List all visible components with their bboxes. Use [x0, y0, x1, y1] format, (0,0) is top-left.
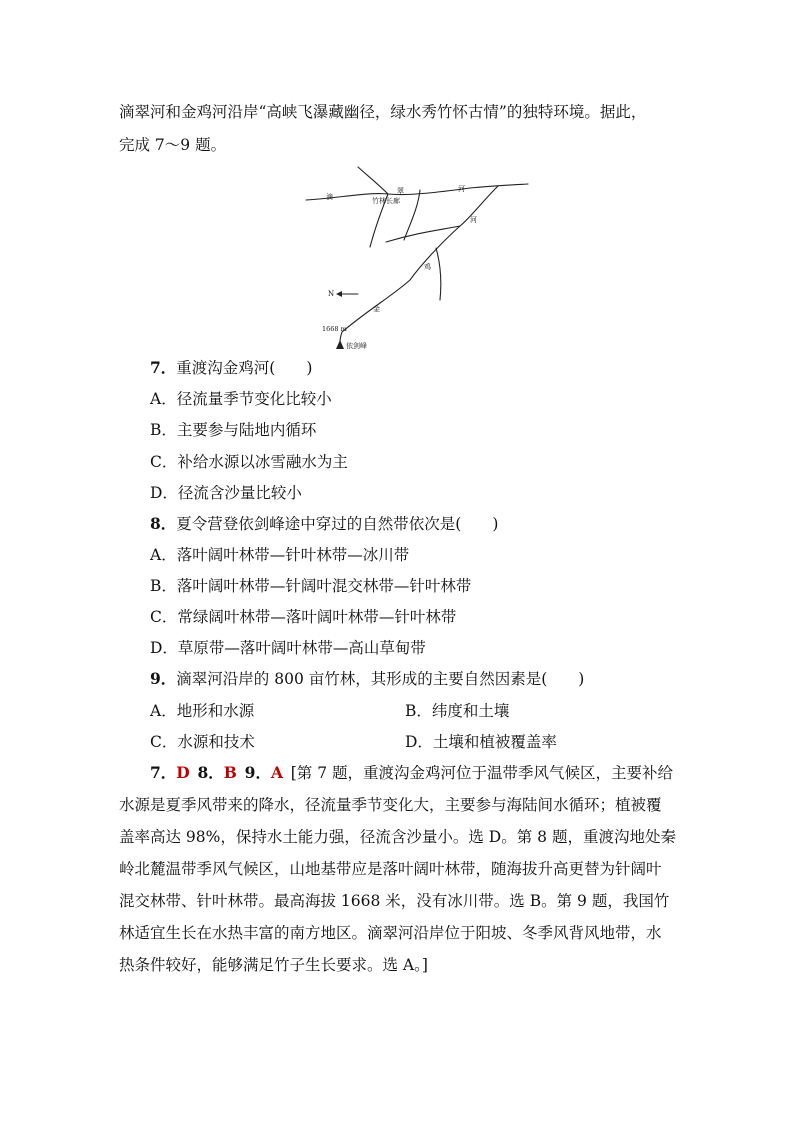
question-8-text: 夏令营登依剑峰途中穿过的自然带依次是( ): [176, 515, 499, 533]
question-7-stem: [150, 357, 312, 379]
question-7-option-c: C．补给水源以冰雪融水为主: [150, 453, 348, 471]
answer-line-2: 水源是夏季风带来的降水，径流量季节变化大，主要参与海陆间水循环；植被覆: [119, 796, 662, 814]
river-dicui: [306, 184, 528, 200]
peak-triangle: [336, 340, 344, 349]
answer-line-4: 岭北麓温带季风气候区，山地基带应是落叶阔叶林带，随海拔升高更替为针阔叶: [119, 860, 662, 878]
tributary-jinji-1: [386, 226, 460, 242]
map-label-jin: 金: [373, 305, 380, 313]
answer-8-number: 8．: [197, 763, 224, 782]
map-label-he-side: 河: [470, 216, 477, 224]
question-9-stem: [150, 668, 584, 690]
answer-line-7: 热条件较好，能够满足竹子生长要求。选 A。]: [119, 956, 428, 974]
question-9-option-a: A．地形和水源: [150, 702, 255, 720]
map-label-cui: 翠: [397, 187, 404, 195]
river-jinji: [340, 186, 498, 342]
question-7-text: 重渡沟金鸡河( ): [176, 359, 313, 377]
answer-7-key: D: [176, 763, 190, 782]
answer-line-6: 林适宜生长在水热丰富的南方地区。滴翠河沿岸位于阳坡、冬季风背风地带，水: [119, 924, 662, 942]
tributary-top: [358, 167, 388, 194]
map-label-he-top: 河: [458, 185, 465, 193]
question-8-option-b: B．落叶阔叶林带—针阔叶混交林带—针叶林带: [150, 577, 472, 595]
answer-8-key: B: [223, 763, 237, 782]
answer-9-key: A: [270, 763, 283, 782]
north-arrow-head: [336, 291, 342, 297]
question-7-number: 7．: [150, 358, 177, 377]
answer-explanation: [119, 757, 679, 981]
question-9-text: 滴翠河沿岸的 800 亩竹林，其形成的主要自然因素是( ): [176, 670, 585, 688]
answer-line-3: 盖率高达 98%，保持水土能力强，径流含沙量小。选 D。第 8 题，重渡沟地处秦: [119, 828, 676, 846]
answer-line-1-text: [第 7 题，重渡沟金鸡河位于温带季风气候区，主要补给: [290, 764, 673, 782]
map-label-zhulin: 竹林长廊: [372, 197, 400, 205]
tributary-mid: [404, 190, 420, 240]
question-9-option-d: D．土壤和植被覆盖率: [405, 733, 557, 751]
question-7-option-b: B．主要参与陆地内循环: [150, 421, 317, 439]
question-9-number: 9．: [150, 669, 177, 688]
map-label-north: N: [328, 290, 335, 298]
question-8-stem: [150, 513, 498, 535]
question-7-option-a: A．径流量季节变化比较小: [150, 390, 332, 408]
map-label-elevation: 1668 m: [322, 325, 347, 333]
intro-line-1: 滴翠河和金鸡河沿岸“高峡飞瀑藏幽径，绿水秀竹怀古情”的独特环境。据此，: [119, 103, 647, 121]
map-label-ji: 鸡: [424, 263, 431, 271]
answer-line-5: 混交林带、针叶林带。最高海拔 1668 米，没有冰川带。选 B。第 9 题，我国竹: [119, 892, 670, 910]
map-label-peak: 依剑峰: [346, 342, 367, 350]
answer-line-1: [119, 757, 679, 789]
intro-line-2: 完成 7～9 题。: [119, 136, 227, 154]
tributary-jinji-2: [436, 248, 441, 300]
question-9-option-c: C．水源和技术: [150, 733, 255, 751]
question-8-option-d: D．草原带—落叶阔叶林带—高山草甸带: [150, 639, 426, 657]
question-8-option-a: A．落叶阔叶林带—针叶林带—冰川带: [150, 546, 410, 564]
question-7-option-d: D．径流含沙量比较小: [150, 484, 302, 502]
answer-9-number: 9．: [244, 763, 271, 782]
question-8-number: 8．: [150, 514, 177, 533]
map-label-di: 滴: [326, 193, 333, 201]
question-8-option-c: C．常绿阔叶林带—落叶阔叶林带—针叶林带: [150, 608, 457, 626]
question-9-option-b: B．纬度和土壤: [405, 702, 510, 720]
intro-paragraph: [119, 96, 679, 162]
river-map: [300, 162, 540, 354]
answer-7-number: 7．: [150, 763, 177, 782]
